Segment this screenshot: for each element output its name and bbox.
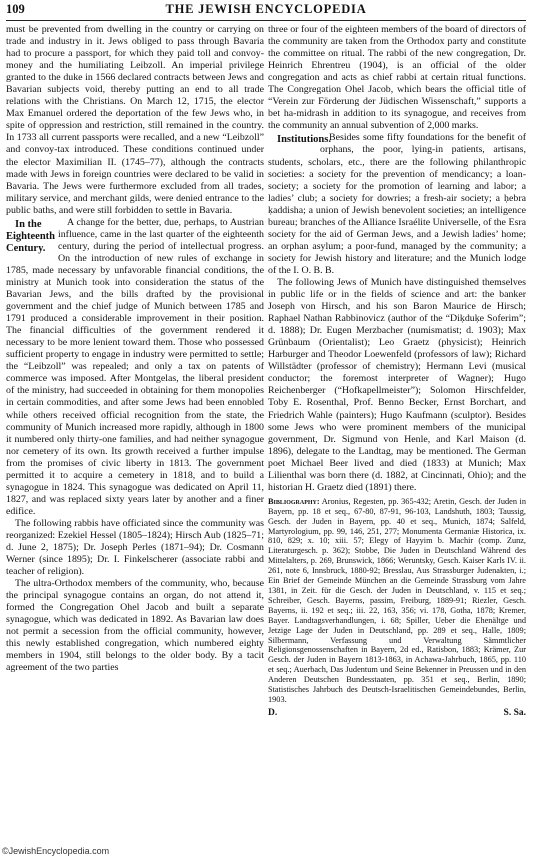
signature-row [268,707,526,719]
paragraph-text: A change for the better, due, perhaps, to Austrian influence, came in the last quarter of the eighteenth century, during the period of intellectual progress. On the introduction of new rules of exchange in 1785, made necessary by unfavorable financial conditions, the ministry at Munich took into consideration the status of the Bavarian Jews, and the bills drafted by the provisional government and the chief judge of Munich between 1785 and 1791 produced a considerable improvement in their position. The financial difficulties of the government rendered it necessary to be more lenient toward them. Those who possessed sufficient property to engage in industry were permitted to settle; the “Leibzoll” was repealed; and only a tax on patents of commerce was imposed. After Montgelas, the liberal president of the ministry, had succeeded in obtaining for them monopolies in certain commodities, and after some Jews had been ennobled while others received official recognition from the state, the community of Munich increased more rapidly, although in 1800 it numbered only thirty-one families, and had neither synagogue nor cemetery of its own. Its growth received a further impulse from the promises of civic liberty in 1813. The government permitted it to acquire a cemetery in 1818, and to build a synagogue in 1824. This synagogue was dedicated on April 11, 1827, and was replaced sixty years later by another and a finer edifice. [6,216,264,517]
signature-right: S. Sa. [503,707,526,718]
bibliography-text: Aronius, Regesten, pp. 365-432; Aretin, Gesch. der Juden in Bayern, pp. 18 et seq., 67-80, 87-91, 96-103, Landshuth, 1803; Taussig, Gesch. der Juden in Bayern, pp. 40 et seq., Munich, 1874; Salfeld, Martyrologium, pp. 99, 146, 251, 277; Monumenta Germaniæ Historica, ix. 810, 829; x. 10; xiii. 57; Elegy of Hayyim b. Machir (comp. Zunz, Literaturgesch. p. 362); Stobbe, Die Juden in Deutschland Während des Mittelalters, p. 269, Brunswick, 1866; Weruntsky, Gesch. Kaiser Karls IV. ii. 261, note 6, Innsbruck, 1880-92; Bresslau, Aus Strassburger Judenakten, i.; Ein Brief der Gemeinde München an die Gemeinde Strassburg vom Jahre 1381, in Zeit. für die Gesch. der Juden in Deutschland, v. 115 et seq.; Schreiber, Gesch. Bayerns, passim, Freiburg, 1889-91; Riezler, Gesch. Bayerns, ii. 192 et seq.; iii. 22, 163, 356; vi. 178, Gotha, 1878; Kremer, Bayer. Landtagsverhandlungen, i. 68; Spiller, Ueber die Ehenältge und Jetzige Lage der Juden in Deutschland, pp. 289 et seq., Halle, 1809; Silbermann, Verfassung und Verwaltung Sämmtlicher Religionsgenossenschaften in Bayern, 2d ed., Ratisbon, 1883; Krämer, Zur Gesch. der Juden in Bayern 1813-1863, in Achawa-Jahrbuch, 1865, pp. 110 et seq.; Auerbach, Das Judentum und Seine Bekenner in Preussen und in den Anderen Deutschen Bundesstaaten, pp. 351 et seq., Berlin, 1890; Statistisches Jahrbuch des Deutsch-Israelitischen Gemeindebundes, Berlin, 1903. [268,496,526,704]
side-heading: Institutions. [277,134,331,146]
paragraph: The ultra-Orthodox members of the community, who, because the principal synagogue contains an organ, do not attend it, formed the Congregation Ohel Jacob and built a separate synagogue, which was dedicated in 1892. As Bavarian law does not permit a secession from the official community, however, this newly established congregation, which numbered eighty members in 1904, still belongs to the older body. By a tacit agreement of the two parties [6,578,264,674]
paragraph: must be prevented from dwelling in the country or carrying on trade and industry in it. Jews obliged to pass through Bavaria had to procure a passport, for which they paid toll and convoy-money and the humiliating Leibzoll. An imperial privilege granted to the duke in 1566 declared contracts between Jews and Bavarian subjects void, thereby putting an end to all trade relations with the Christians. On March 12, 1715, the elector Max Emanuel ordered the deportation of the few Jews who, in spite of oppression and restriction, still remained in the country. In 1733 all current passports were recalled, and a new “Leibzoll” and convoy-tax introduced. These conditions continued under the elector Maximilian II. (1745–77), although the contracts made with Jews in foreign countries were declared to be valid in Bavaria. The Jews were furthermore excluded from all trades, military service, and merchant gilds, were denied entrance to the public baths, and were still forbidden to settle in Bavaria. [6,24,264,216]
paragraph: The following Jews of Munich have distinguished themselves in public life or in the fields of science and art: the banker Joseph von Hirsch, and his son Baron Maurice de Hirsch; Raphael Nathan Rabbinovicz (author of the “Diḳduḳe Soferim”; d. 1888); Dr. Eugen Merzbacher (numismatist; d. 1903); Max Grünbaum (Orientalist); Leo Graetz (physicist); Heinrich Harburger and Theodor Loewenfeld (professors of law); Richard Willstädter (professor of chemistry); Hermann Levi (musical conductor; the foremost interpreter of Wagner); Hugo Reichenberger (“Hofkapellmeister”); Solomon Hirschfelder, Toby E. Rosenthal, Prof. Benno Becker, Ernst Borchart, and Friedrich Wahle (painters); Hugo Kaufmann (sculptor). Besides some Jews who were prominent members of the municipal government, Dr. Sigmund von Henle, and Karl Maison (d. 1896), delegate to the Landtag, may be mentioned. The German poet Michael Beer lived and died (1833) at Munich; Max Lilienthal was born there (d. 1882, at Cincinnati, Ohio); and the historian H. Graetz died (1891) there. [268,276,526,493]
page-header [6,2,526,20]
header-rule [6,20,526,21]
copyright-footer[interactable]: ©JewishEncyclopedia.com [2,846,110,856]
paragraph-with-sidehead [6,217,264,518]
page-number: 109 [6,2,25,16]
paragraph: three or four of the eighteen members of the board of directors of the community are taken from the Orthodox party and constitute the committee on ritual. The rabbi of the new congregation, Dr. Heinrich Ehrentreu (1904), is an official of the older congregation and acts as chief rabbi at certain ritual functions. The Congregation Ohel Jacob, which bears the official title of “Verein zur Förderung der Jüdischen Wissenschaft,” supports a bet ha-midrash in addition to its synagogue, and receives from the community an annual subvention of 2,000 marks. [268,24,526,132]
left-column [6,24,264,675]
paragraph-text: Besides some fifty foundations for the benefit of orphans, the poor, lying-in patients, artisans, students, scholars, etc., there are the following philanthropic societies: a society for the prevention of mendicancy; a loan-society; a society for the promotion of learning and labor; a ladies’ club; a society for dowries; a fresh-air society; a ḥebra ḳaddisha; a union of Jewish benevolent societies; an intelligence bureau; branches of the Alliance Israélite Universelle, of the Esra society for the aid of German Jews, and a Jewish ladies’ home; an orphan asylum; a poor-fund, managed by the community; a society for Jewish history and literature; and the Munich lodge of the I. O. B. B. [268,132,526,276]
side-heading: In the Eighteenth Century. [6,218,56,255]
signature-left: D. [268,707,278,718]
bibliography [268,497,526,705]
paragraph: The following rabbis have officiated since the community was reorganized: Ezekiel Hessel (1805–1824); Hirsch Aub (1825–71; d. June 2, 1875); Dr. Joseph Perles (1871–94); Dr. Cosmann Werner (since 1895); Dr. I. Finkelscherer (associate rabbi and teacher of religion). [6,517,264,578]
paragraph-with-sidehead [268,132,526,277]
right-column [268,24,526,719]
journal-title: THE JEWISH ENCYCLOPEDIA [165,2,367,16]
bibliography-label: Bibliography: [268,496,320,506]
